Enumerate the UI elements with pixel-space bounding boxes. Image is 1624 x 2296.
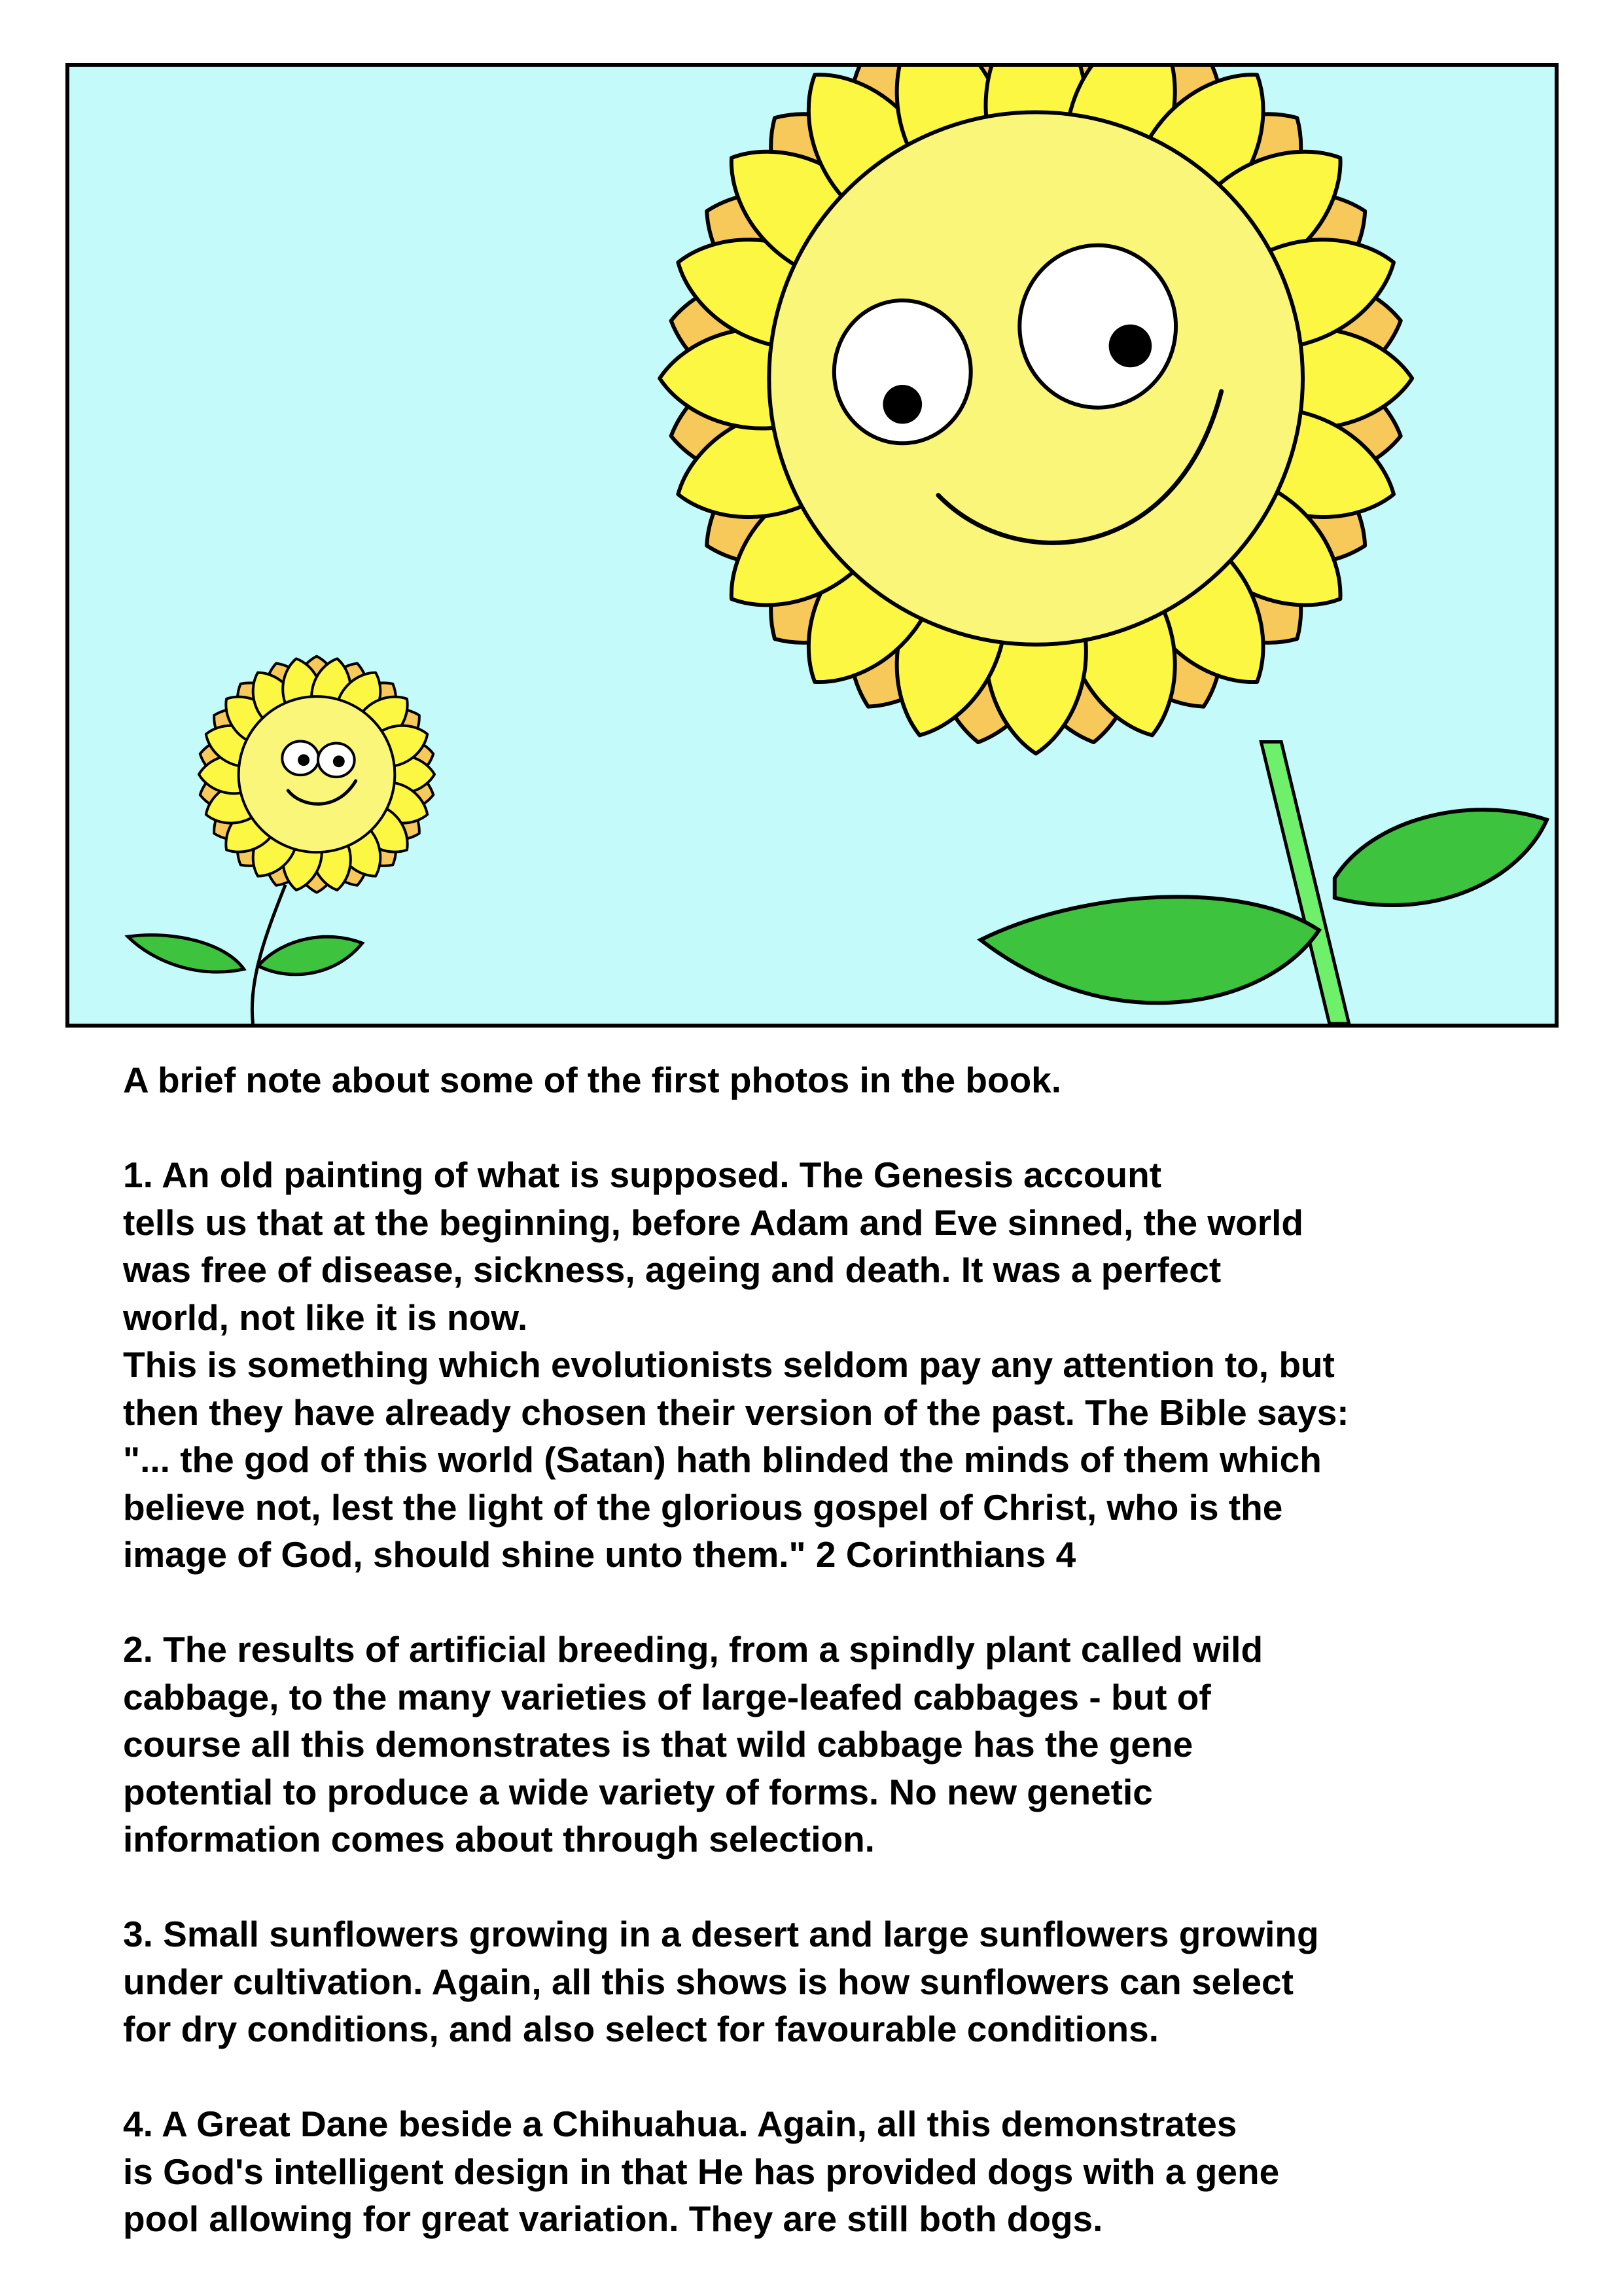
pupil	[298, 754, 309, 766]
para2-line: potential to produce a wide variety of forms. No new genetic	[123, 1771, 1153, 1812]
para4-line: is God's intelligent design in that He has provided dogs with a gene	[123, 2151, 1280, 2192]
para2-line: 2. The results of artificial breeding, from a spindly plant called wild	[123, 1629, 1263, 1670]
para2-line: cabbage, to the many varieties of large-leafed cabbages - but of	[123, 1676, 1211, 1717]
para1-line: "... the god of this world (Satan) hath blinded the minds of them which	[123, 1439, 1322, 1480]
para2-line: course all this demonstrates is that wild cabbage has the gene	[123, 1724, 1193, 1765]
note-text	[123, 1056, 1562, 2243]
eye	[1019, 245, 1176, 408]
para4-line: pool allowing for great variation. They are still both dogs.	[123, 2198, 1103, 2239]
para1-line: was free of disease, sickness, ageing and death. It was a perfect	[123, 1249, 1222, 1290]
pupil	[333, 755, 345, 767]
para2-line: information comes about through selection.	[123, 1819, 875, 1859]
intro-line: A brief note about some of the first photos in the book.	[123, 1060, 1062, 1100]
sunflower-drawing	[69, 67, 1555, 1024]
para3-line: 3. Small sunflowers growing in a desert and large sunflowers growing	[123, 1914, 1319, 1954]
para3-line: for dry conditions, and also select for favourable conditions.	[123, 2009, 1159, 2049]
para1-line: This is something which evolutionists seldom pay any attention to, but	[123, 1344, 1335, 1385]
flower-face	[239, 696, 395, 852]
para1-line: believe not, lest the light of the glorious gospel of Christ, who is the	[123, 1486, 1283, 1528]
para3-line: under cultivation. Again, all this shows is how sunflowers can select	[123, 1961, 1294, 2002]
para1-line: 1. An old painting of what is supposed. The Genesis account	[123, 1155, 1162, 1195]
para1-line: then they have already chosen their version of the past. The Bible says:	[123, 1391, 1349, 1433]
pupil	[1109, 325, 1152, 367]
para1-line: tells us that at the beginning, before Adam and Eve sinned, the world	[123, 1202, 1304, 1243]
para4-line: 4. A Great Dane beside a Chihuahua. Again, all this demonstrates	[123, 2104, 1237, 2144]
para1-line: world, not like it is now.	[123, 1297, 528, 1338]
para1-line: image of God, should shine unto them." 2 Corinthians 4	[123, 1534, 1076, 1575]
pupil	[883, 385, 922, 424]
sunflower-illustration	[65, 63, 1559, 1028]
